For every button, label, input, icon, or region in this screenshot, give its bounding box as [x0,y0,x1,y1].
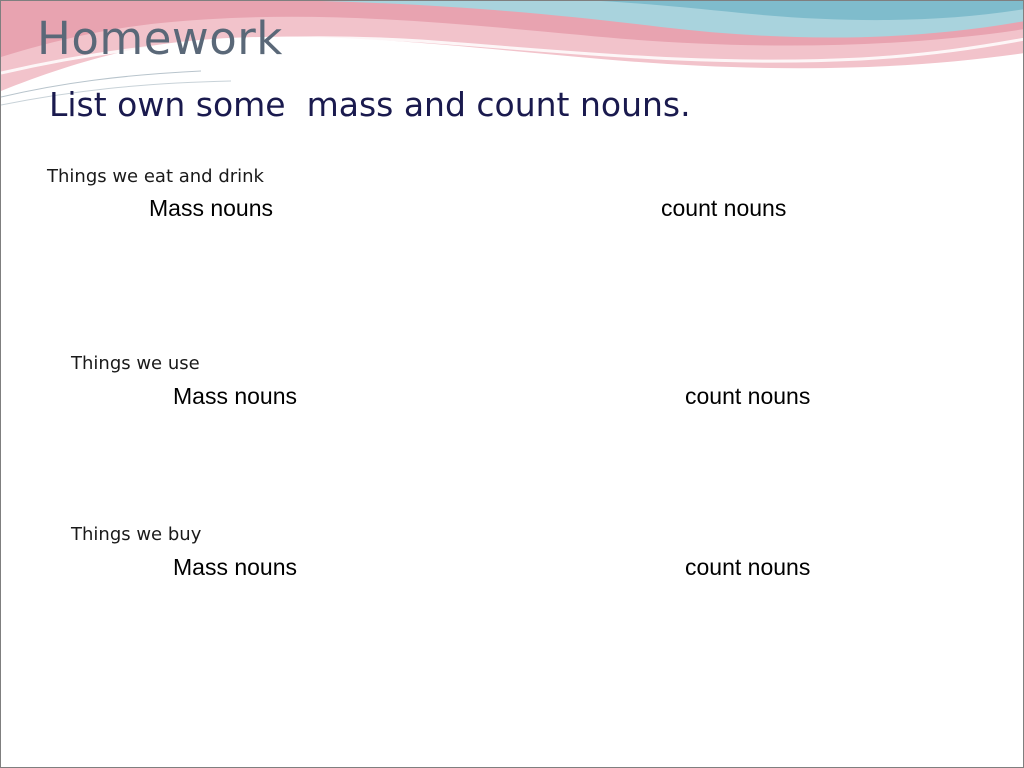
count-nouns-label: count nouns [685,383,811,409]
section-heading: Things we use [71,353,200,374]
count-nouns-label: count nouns [661,195,787,221]
slide-subtitle: List own some mass and count nouns. [49,85,691,124]
mass-nouns-label: Mass nouns [173,554,298,580]
slide-title: Homework [37,12,283,65]
mass-nouns-label: Mass nouns [173,383,298,409]
section-heading: Things we buy [71,524,202,545]
mass-nouns-label: Mass nouns [149,195,274,221]
count-nouns-label: count nouns [685,554,811,580]
section-heading: Things we eat and drink [47,166,264,187]
